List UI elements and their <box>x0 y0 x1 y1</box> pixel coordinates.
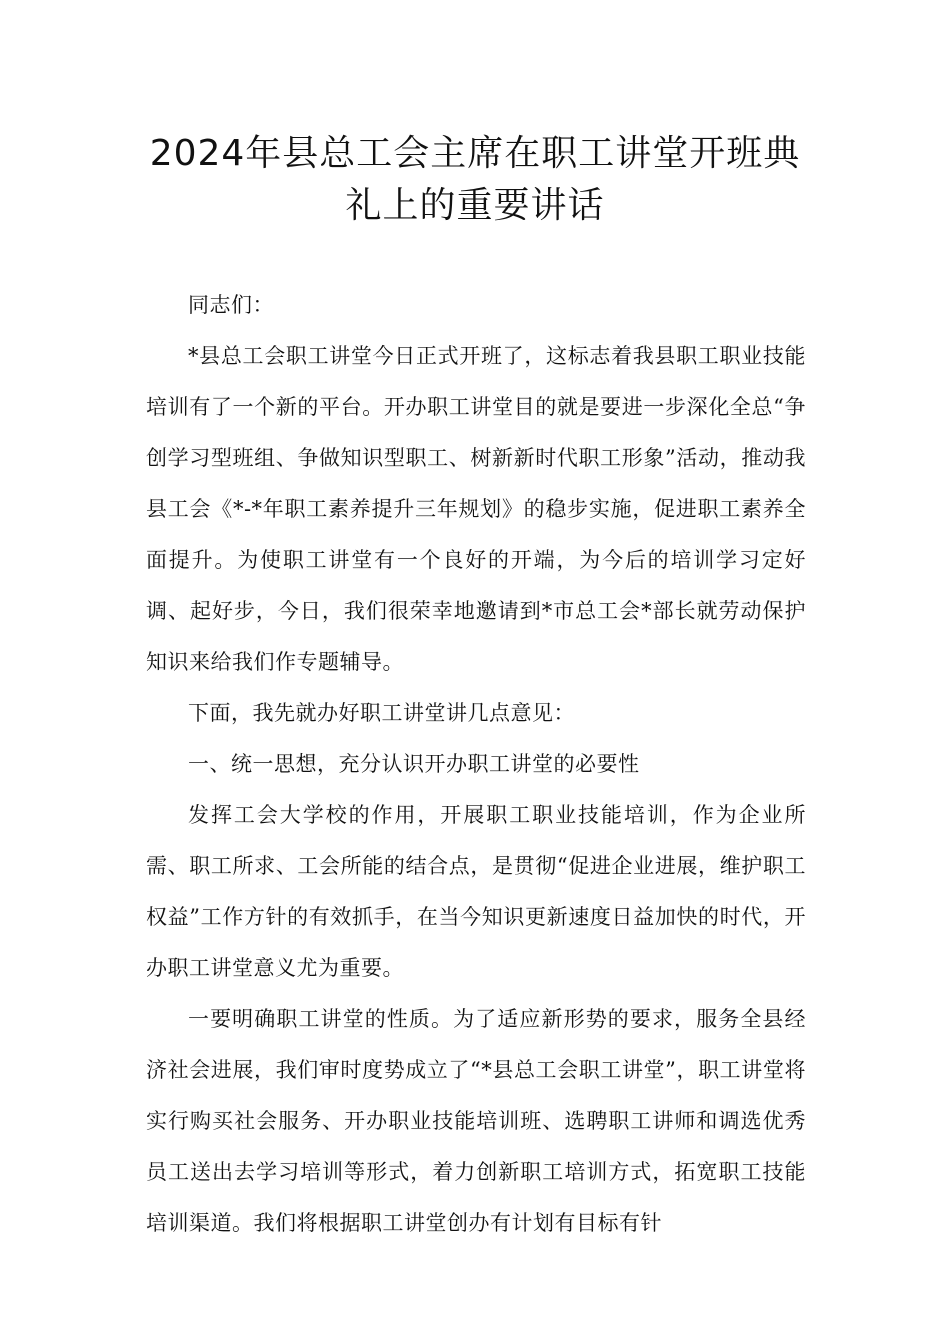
document-body <box>146 280 806 1249</box>
salutation: 同志们： <box>188 293 274 317</box>
title-line-2: 礼上的重要讲话 <box>345 185 605 226</box>
paragraph-opening: *县总工会职工讲堂今日正式开班了，这标志着我县职工职业技能培训有了一个新的平台。开办职工讲堂目的就是要进一步深化全总“争创学习型班组、争做知识型职工、树新新时代职工形象”活动，推动我县工会《*-*年职工素养提升三年规划》的稳步实施，促进职工素养全面提升。为使职工讲堂有一个良好的开端，为今后的培训学习定好调、起好步，今日，我们很荣幸地邀请到*市总工会*部长就劳动保护知识来给我们作专题辅导。 <box>146 344 806 674</box>
paragraph-nature: 一要明确职工讲堂的性质。为了适应新形势的要求，服务全县经济社会进展，我们审时度势成立了“*县总工会职工讲堂”，职工讲堂将实行购买社会服务、开办职业技能培训班、选聘职工讲师和调选优秀员工送出去学习培训等形式，着力创新职工培训方式，拓宽职工技能培训渠道。我们将根据职工讲堂创办有计划有目标有针 <box>146 1007 806 1235</box>
section-heading-1: 一、统一思想，充分认识开办职工讲堂的必要性 <box>188 752 640 776</box>
title-line-1: 2024年县总工会主席在职工讲堂开班典 <box>149 133 801 174</box>
document-title <box>120 128 830 232</box>
paragraph-section-1: 发挥工会大学校的作用，开展职工职业技能培训，作为企业所需、职工所求、工会所能的结合点，是贯彻“促进企业进展，维护职工权益”工作方针的有效抓手，在当今知识更新速度日益加快的时代，开办职工讲堂意义尤为重要。 <box>146 803 806 980</box>
paragraph-intro: 下面，我先就办好职工讲堂讲几点意见： <box>188 701 575 725</box>
